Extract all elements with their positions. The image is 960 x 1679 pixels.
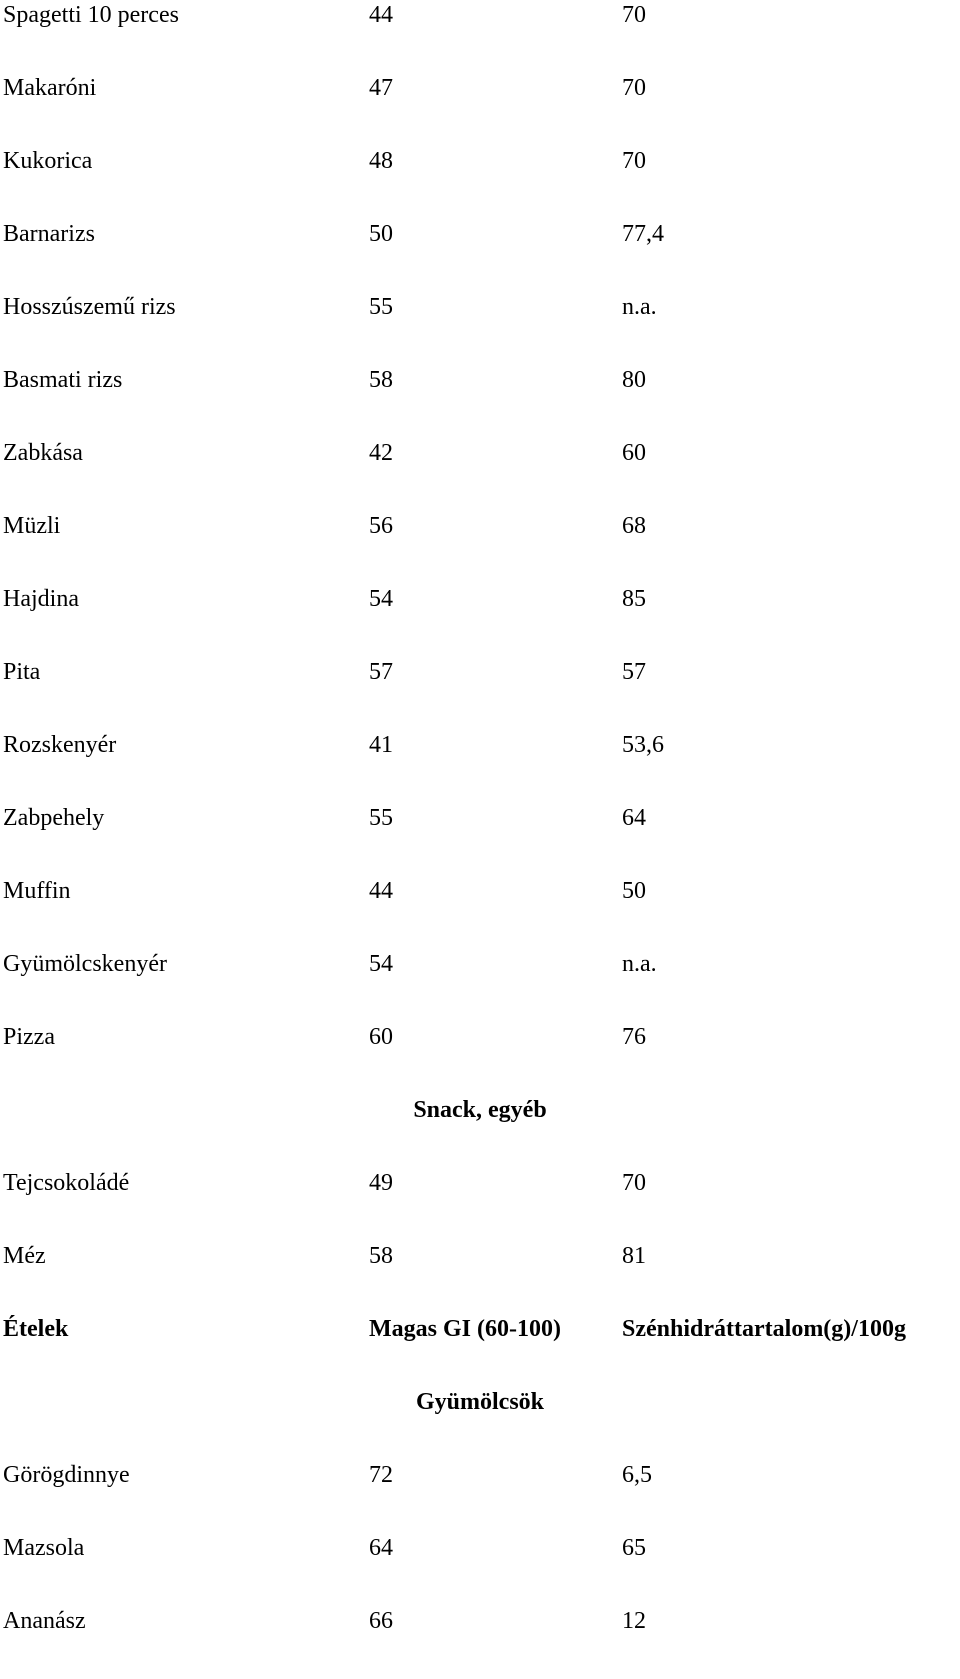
table-row	[0, 438, 960, 511]
table-row	[0, 949, 960, 1022]
food-name: Muffin	[3, 878, 71, 904]
carb-value: 57	[622, 659, 646, 685]
table-row	[0, 292, 960, 365]
table-row	[0, 1241, 960, 1314]
food-name: Makaróni	[3, 75, 97, 101]
food-name: Görögdinnye	[3, 1462, 130, 1488]
carb-value: n.a.	[622, 951, 657, 977]
table-row	[0, 365, 960, 438]
table-row	[0, 146, 960, 219]
food-name: Hajdina	[3, 586, 79, 612]
table-row	[0, 1022, 960, 1095]
food-name: Kukorica	[3, 148, 93, 174]
carb-value: 50	[622, 878, 646, 904]
carb-value: 85	[622, 586, 646, 612]
food-name: Gyümölcskenyér	[3, 951, 167, 977]
section-title: Snack, egyéb	[413, 1097, 547, 1123]
gi-value: 72	[369, 1462, 393, 1488]
table-row	[0, 657, 960, 730]
carb-value: 80	[622, 367, 646, 393]
food-name: Ananász	[3, 1608, 86, 1634]
gi-value: 57	[369, 659, 393, 685]
food-name: Spagetti 10 perces	[3, 2, 179, 28]
table-header-row	[0, 1314, 960, 1387]
carb-value: 12	[622, 1608, 646, 1634]
carb-value: 6,5	[622, 1462, 652, 1488]
food-name: Hosszúszemű rizs	[3, 294, 176, 320]
header-carb: Szénhidráttartalom(g)/100g	[622, 1316, 906, 1342]
food-name: Müzli	[3, 513, 61, 539]
carb-value: 70	[622, 2, 646, 28]
table-row	[0, 1168, 960, 1241]
food-name: Pizza	[3, 1024, 55, 1050]
carb-value: 64	[622, 805, 646, 831]
carb-value: 81	[622, 1243, 646, 1269]
carb-value: 60	[622, 440, 646, 466]
header-food: Ételek	[3, 1316, 69, 1342]
table-row	[0, 1533, 960, 1606]
food-name: Basmati rizs	[3, 367, 123, 393]
gi-value: 58	[369, 1243, 393, 1269]
gi-value: 49	[369, 1170, 393, 1196]
food-name: Mazsola	[3, 1535, 85, 1561]
section-title: Gyümölcsök	[415, 1389, 544, 1415]
carb-value: 70	[622, 75, 646, 101]
gi-value: 54	[369, 586, 393, 612]
gi-value: 60	[369, 1024, 393, 1050]
table-row	[0, 584, 960, 657]
gi-value: 55	[369, 294, 393, 320]
gi-value: 44	[369, 878, 393, 904]
gi-value: 48	[369, 148, 393, 174]
header-gi: Magas GI (60-100)	[369, 1316, 561, 1342]
gi-value: 54	[369, 951, 393, 977]
food-name: Méz	[3, 1243, 46, 1269]
gi-value: 56	[369, 513, 393, 539]
food-name: Barnarizs	[3, 221, 95, 247]
food-name: Rozskenyér	[3, 732, 117, 758]
gi-value: 64	[369, 1535, 393, 1561]
carb-value: 76	[622, 1024, 646, 1050]
gi-value: 47	[369, 75, 393, 101]
table-row	[0, 1606, 960, 1679]
carb-value: 53,6	[622, 732, 664, 758]
table-row	[0, 0, 960, 73]
table-row	[0, 511, 960, 584]
table-row	[0, 803, 960, 876]
table-row	[0, 73, 960, 146]
food-name: Pita	[3, 659, 41, 685]
gi-value: 58	[369, 367, 393, 393]
food-name: Zabpehely	[3, 805, 105, 831]
carb-value: 77,4	[622, 221, 664, 247]
section-heading-fruit	[0, 1387, 960, 1460]
gi-value: 41	[369, 732, 393, 758]
gi-value: 42	[369, 440, 393, 466]
gi-value: 50	[369, 221, 393, 247]
carb-value: 65	[622, 1535, 646, 1561]
table-row	[0, 876, 960, 949]
carb-value: 70	[622, 1170, 646, 1196]
table-row	[0, 219, 960, 292]
carb-value: 70	[622, 148, 646, 174]
gi-value: 66	[369, 1608, 393, 1634]
table-row	[0, 730, 960, 803]
gi-value: 55	[369, 805, 393, 831]
gi-value: 44	[369, 2, 393, 28]
food-name: Zabkása	[3, 440, 83, 466]
carb-value: 68	[622, 513, 646, 539]
carb-value: n.a.	[622, 294, 657, 320]
section-heading-snack	[0, 1095, 960, 1168]
table-row	[0, 1460, 960, 1533]
food-name: Tejcsokoládé	[3, 1170, 130, 1196]
